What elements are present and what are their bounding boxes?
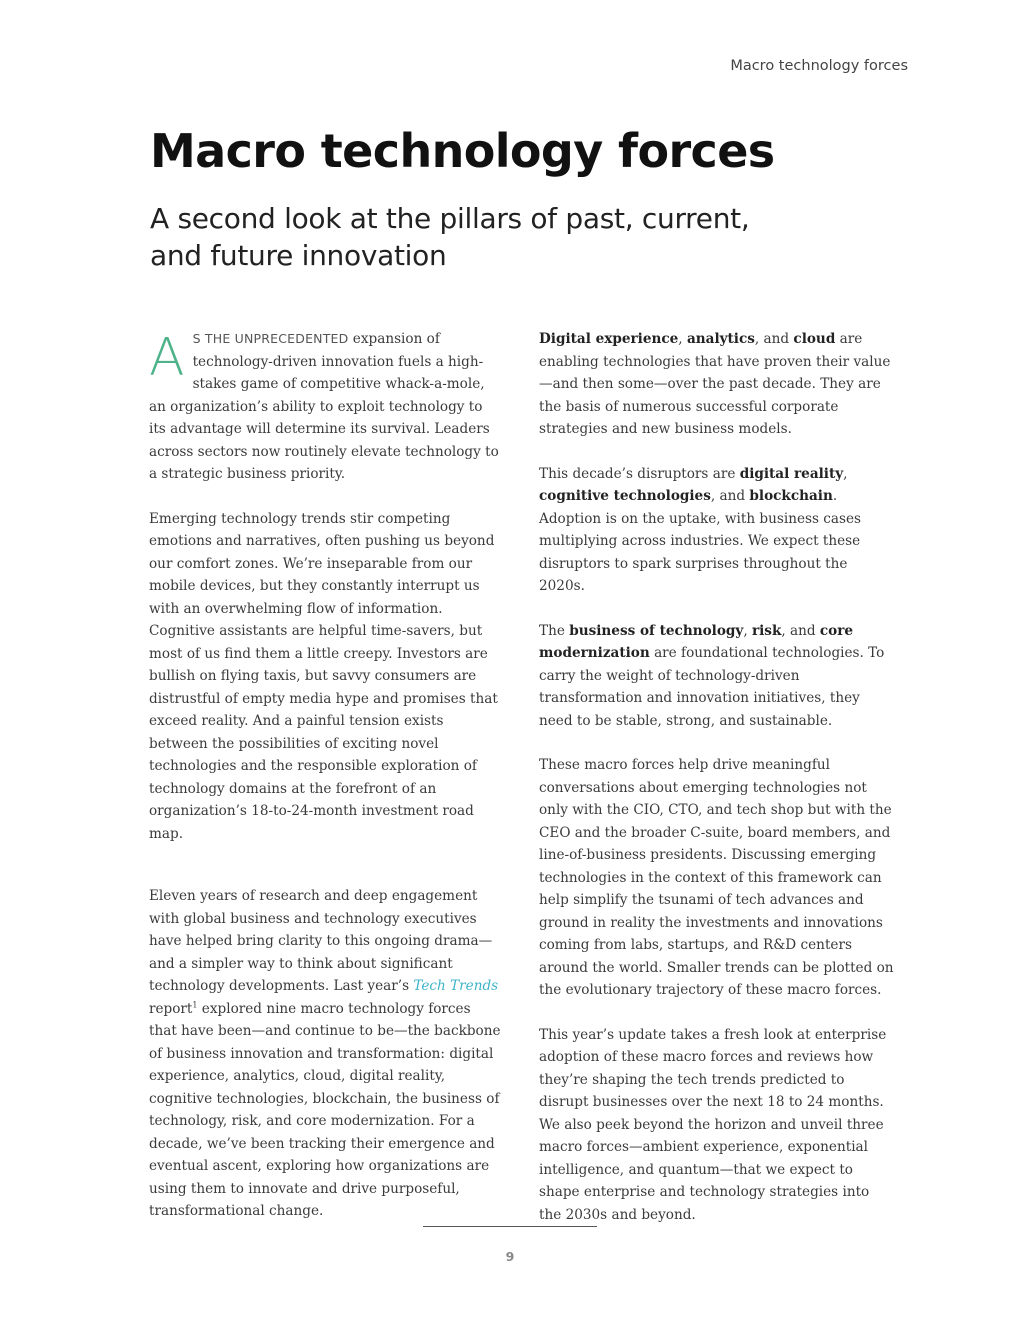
paragraph-research: Eleven years of research and deep engagement with global business and technology executives have helped bring clarity to this ongoing drama—and a simpler way to think about significant technology developments. Last year’s Tech Trends report$^1$ explored nine macro technology forces that have been—and continue to be—the backbone of business innovation and transformation: digital experience, analytics, cloud, digital reality, cognitive technologies, blockchain, the business of technology, risk, and core modernization. For a decade, we’ve been tracking their emergence and eventual ascent, exploring how organizations are using them to innovate and drive purposeful, transformational change.: [149, 888, 501, 1219]
left-column: [149, 328, 501, 1245]
intro-text: expansion of technology-driven innovation fuels a high-stakes game of competitive whack-a-mole, an organization’s ability to exploit technology to its advantage will determine its survival. Leaders across sectors now routinely elevate technology to a strategic business priority.: [149, 331, 499, 482]
page-subtitle: A second look at the pillars of past, current, and future innovation: [150, 202, 750, 272]
running-header: Macro technology forces: [730, 58, 908, 74]
page-number: 9: [505, 1249, 515, 1264]
paragraph-enablers: Digital experience, analytics, and cloud are enabling technologies that have proven their value—and then some—over the past decade. They are the basis of numerous successful corporate strategies and new business models.: [539, 331, 891, 437]
paragraph-update: This year’s update takes a fresh look at enterprise adoption of these macro forces and reviews how they’re shaping the tech trends predicted to disrupt businesses over the next 18 to 24 months. We also peek beyond the horizon and unveil three macro forces—ambient experience, exponential intelligence, and quantum—that we expect to shape enterprise and technology strategies into the 2030s and beyond.: [539, 1026, 887, 1223]
paragraph-disruptors: This decade’s disruptors are digital reality, cognitive technologies, and blockchain. Adoption is on the uptake, with business cases multiplying across industries. We expect these disruptors to spark surprises throughout the 2020s.: [539, 465, 862, 594]
lead-in-smallcaps: S THE UNPRECEDENTED: [192, 331, 349, 346]
footnote-marker[interactable]: 1: [192, 999, 198, 1009]
paragraph-foundations: The business of technology, risk, and core modernization are foundational technologies. To carry the weight of technology-driven transformation and innovation initiatives, they need to be stable, strong, and sustainable.: [539, 622, 885, 729]
footer-divider: [423, 1226, 597, 1227]
page-title: Macro technology forces: [150, 124, 775, 178]
drop-cap: A: [149, 328, 185, 388]
tech-trends-link[interactable]: Tech Trends: [413, 978, 499, 994]
right-column: [539, 328, 895, 1248]
paragraph-conversations: These macro forces help drive meaningful conversations about emerging technologies not only with the CIO, CTO, and tech shop but with the CEO and the broader C-suite, board members, and line-of-business presidents. Discussing emerging technologies in the context of this framework can help simplify the tsunami of tech advances and ground in reality the investments and innovations coming from labs, startups, and R&D centers around the world. Smaller trends can be plotted on the evolutionary trajectory of these macro forces.: [539, 757, 894, 998]
paragraph-emerging-trends: Emerging technology trends stir competing emotions and narratives, often pushing us beyond our comfort zones. We’re inseparable from our mobile devices, but they constantly interrupt us with an overwhelming flow of information. Cognitive assistants are helpful time-savers, but most of us find them a little creepy. Investors are bullish on flying taxis, but savvy consumers are distrustful of empty media hype and promises that exceed reality. And a painful tension exists between the possibilities of exciting novel technologies and the responsible exploration of technology domains at the forefront of an organization’s 18-to-24-month investment road map.: [149, 510, 498, 842]
intro-paragraph: [149, 328, 501, 486]
